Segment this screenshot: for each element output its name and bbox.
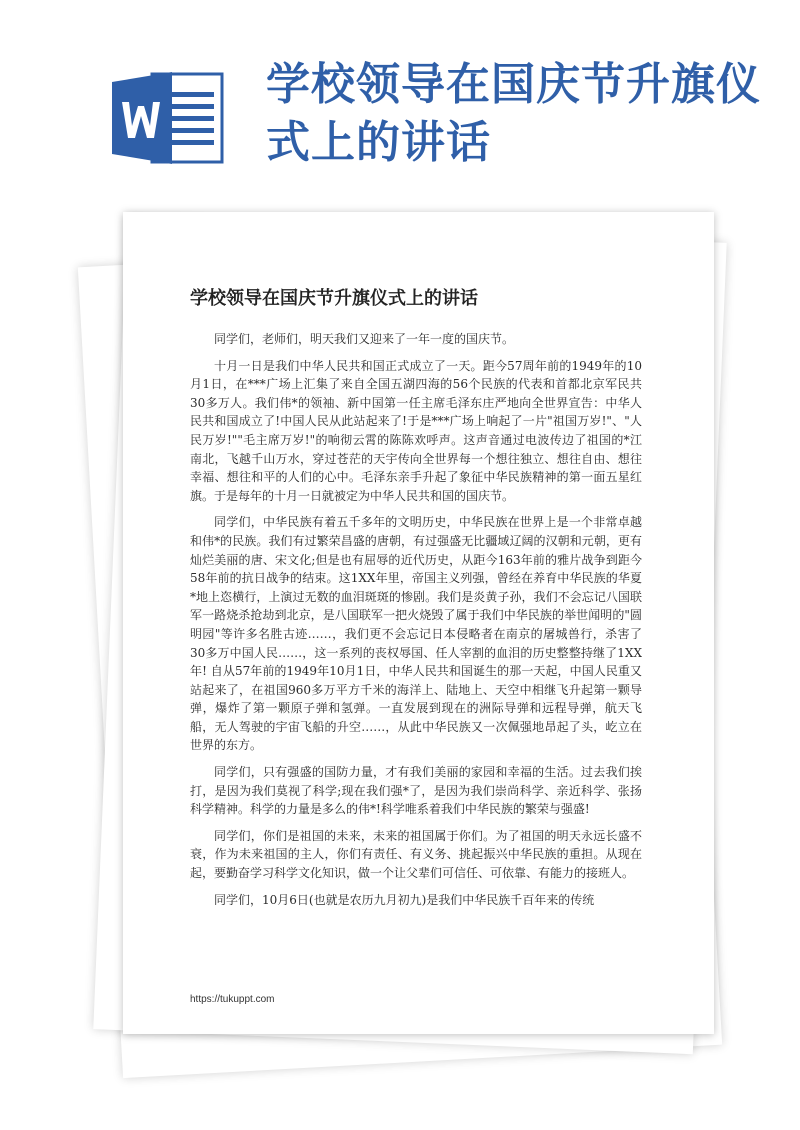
document-body	[190, 330, 642, 917]
paragraph: 同学们，你们是祖国的未来，未来的祖国属于你们。为了祖国的明天永远长盛不衰，作为未来祖国的主人，你们有责任、有义务、挑起振兴中华民族的重担。从现在起，要勤奋学习科学文化知识，做一个让父辈们可信任、可依靠、有能力的接班人。	[190, 828, 642, 881]
paragraph: 同学们，只有强盛的国防力量，才有我们美丽的家园和幸福的生活。过去我们挨打，是因为我们莫视了科学;现在我们强*了，是因为我们崇尚科学、亲近科学、张扬科学精神。科学的力量是多么的伟*!科学唯系着我们中华民族的繁荣与强盛!	[190, 765, 642, 817]
word-document-icon	[110, 68, 230, 168]
document-page	[123, 212, 714, 1034]
paragraph: 同学们，老师们，明天我们又迎来了一年一度的国庆节。	[214, 332, 515, 346]
paragraph: 十月一日是我们中华人民共和国正式成立了一天。距今57周年前的1949年的10月1日，在***广场上汇集了来自全国五湖四海的56个民族的代表和首都北京军民共30多万人。我们伟*的领袖、新中国第一任主席毛泽东庄严地向全世界宣告：中华人民共和国成立了!中国人民从此站起来了!于是***广场上响起了一片"祖国万岁!"、"人民万岁!""毛主席万岁!"的响彻云霄的陈陈欢呼声。这声音通过电波传边了祖国的*江南北，飞越千山万水，穿过苍茫的天宇传向全世界每一个想往独立、想往自由、想往幸福、想往和平的人们的心中。毛泽东亲手升起了象征中华民族精神的第一面五星红旗。于是每年的十月一日就被定为中华人民共和国的国庆节。	[190, 358, 642, 503]
paragraph: 同学们，中华民族有着五千多年的文明历史，中华民族在世界上是一个非常卓越和伟*的民族。我们有过繁荣昌盛的唐朝，有过强盛无比疆域辽阔的汉朝和元朝，更有灿烂美丽的唐、宋文化;但是也有屈辱的近代历史，从距今163年前的雅片战争到距今58年前的抗日战争的结束。这1XX年里，帝国主义列强，曾经在养育中华民族的华夏*地上恣横行，上演过无数的血泪斑斑的惨剧。我们是炎黄子孙，我们不会忘记八国联军一路烧杀抢劫到北京，是八国联军一把火烧毁了属于我们中华民族的举世闻明的"圆明园"等许多名胜古迹……，我们更不会忘记日本侵略者在南京的屠城兽行，杀害了30多万中国人民……，这一系列的丧权辱国、任人宰割的血泪的历史整整持继了1XX年! 自从57年前的1949年10月1日，中华人民共和国诞生的那一天起，中国人民重又站起来了，在祖国960多万平方千米的海洋上、陆地上、天空中相继飞升起第一颗导弹，爆炸了第一颗原子弹和氢弹。一直发展到现在的洲际导弹和远程导弹，航天飞船，无人驾驶的宇宙飞船的升空……，从此中华民族又一次佩强地昂起了头，屹立在世界的东方。	[190, 515, 642, 753]
header-title: 学校领导在国庆节升旗仪式上的讲话	[266, 59, 761, 168]
document-title: 学校领导在国庆节升旗仪式上的讲话	[190, 288, 478, 309]
paragraph: 同学们，10月6日(也就是农历九月初九)是我们中华民族千百年来的传统	[214, 892, 595, 907]
footer-url[interactable]: https://tukuppt.com	[190, 994, 275, 1005]
